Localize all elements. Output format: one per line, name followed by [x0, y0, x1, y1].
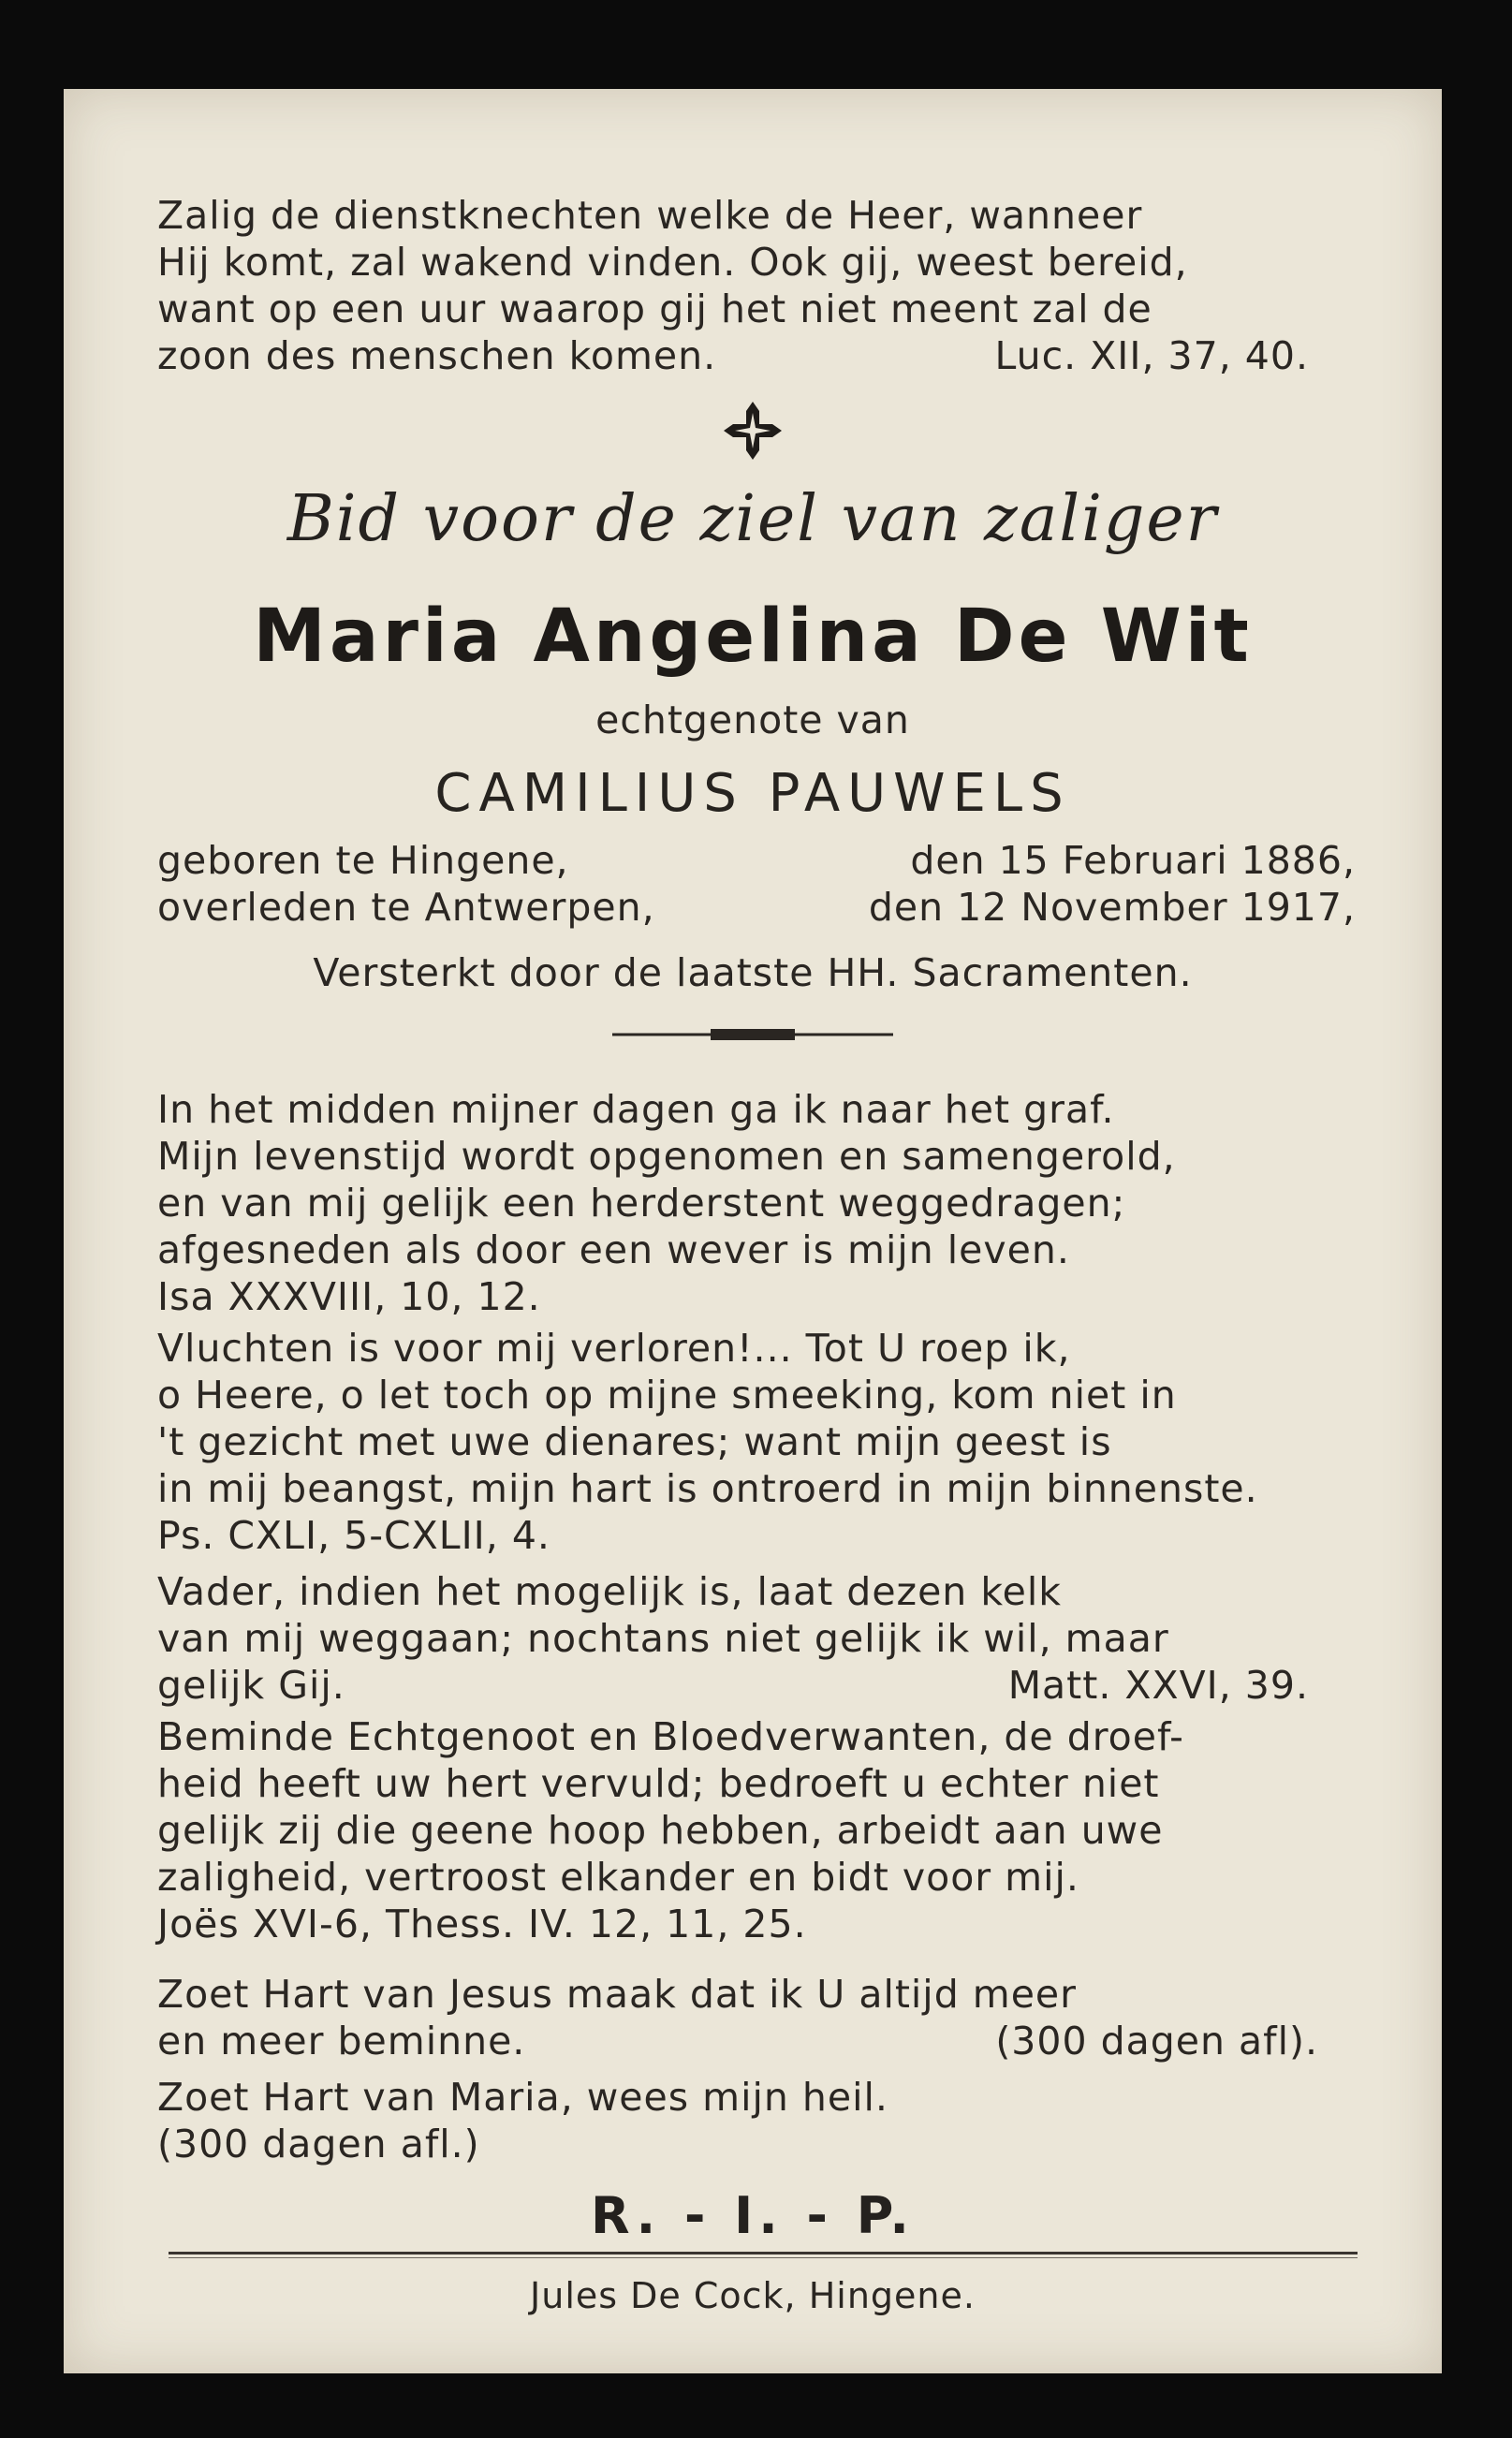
prayer-heading: Bid voor de ziel van zaliger [286, 482, 1219, 556]
verse-last-line [157, 332, 1356, 379]
spouse-name: CAMILIUS PAUWELS [434, 763, 1071, 824]
death-place: overleden te Antwerpen, [157, 885, 655, 930]
verse-line: zoon des menschen komen. [157, 333, 717, 378]
verse-last-line [157, 1662, 1356, 1709]
verse-line: want op een uur waarop gij het niet meent zal de [157, 286, 1152, 331]
memorial-card [64, 89, 1442, 2373]
indulgence-note: (300 dagen afl.) [157, 2122, 480, 2166]
verse-line: 't gezicht met uwe dienares; want mijn geest is [157, 1419, 1112, 1464]
divider-ornament [64, 1025, 1442, 1048]
verse-reference: Matt. XXVI, 39. [1007, 1663, 1309, 1708]
sacraments-line: Versterkt door de laatste HH. Sacramenten. [313, 950, 1193, 995]
opening-verse [157, 192, 1356, 379]
prayer-line-2 [157, 2018, 1356, 2064]
prayer-line: Zoet Hart van Jesus maak dat ik U altijd meer [157, 1972, 1077, 2017]
cross-icon [64, 398, 1442, 467]
verse-line: Hij komt, zal wakend vinden. Ook gij, weest bereid, [157, 240, 1188, 285]
death-row [157, 885, 1356, 932]
verse-psalm [157, 1325, 1356, 1559]
printer-credit: Jules De Cock, Hingene. [530, 2275, 976, 2316]
verse-line: Zalig de dienstknechten welke de Heer, wanneer [157, 193, 1143, 238]
closing-prayers [157, 1971, 1356, 2167]
verse-line: Mijn levenstijd wordt opgenomen en samengerold, [157, 1134, 1176, 1179]
verse-reference: Ps. CXLI, 5-CXLII, 4. [157, 1513, 550, 1558]
birth-place: geboren te Hingene, [157, 838, 569, 883]
verse-reference: Isa XXXVIII, 10, 12. [157, 1274, 541, 1319]
prayer-line: en meer beminne. [157, 2019, 526, 2063]
verse-line: heid heeft uw hert vervuld; bedroeft u echter niet [157, 1761, 1160, 1806]
indulgence-note: (300 dagen afl). [995, 2019, 1318, 2063]
birth-date: den 15 Februari 1886, [910, 838, 1356, 883]
verse-line: In het midden mijner dagen ga ik naar het graf. [157, 1087, 1115, 1132]
verse-isaiah [157, 1086, 1356, 1320]
verse-family [157, 1713, 1356, 1947]
verse-line: en van mij gelijk een herderstent weggedragen; [157, 1181, 1126, 1226]
deceased-name: Maria Angelina De Wit [253, 595, 1253, 679]
verse-line: gelijk Gij. [157, 1663, 345, 1708]
verse-line: in mij beangst, mijn hart is ontroerd in mijn binnenste. [157, 1466, 1258, 1511]
verse-line: afgesneden als door een wever is mijn leven. [157, 1227, 1070, 1272]
spouse-label: echtgenote van [595, 698, 910, 742]
verse-line: Vluchten is voor mij verloren!... Tot U roep ik, [157, 1326, 1071, 1371]
prayer-line: Zoet Hart van Maria, wees mijn heil. [157, 2075, 888, 2120]
death-date: den 12 November 1917, [868, 885, 1356, 930]
verse-line: gelijk zij die geene hoop hebben, arbeidt aan uwe [157, 1808, 1164, 1853]
verse-reference: Luc. XII, 37, 40. [994, 333, 1309, 378]
verse-line: zaligheid, vertroost elkander en bidt voor mij. [157, 1855, 1079, 1900]
verse-line: Beminde Echtgenoot en Bloedverwanten, de droef- [157, 1714, 1184, 1759]
divider-rule [169, 2252, 1358, 2254]
divider-rule-thin [169, 2257, 1358, 2258]
rip-line: R. - I. - P. [591, 2186, 915, 2245]
verse-reference: Joës XVI-6, Thess. IV. 12, 11, 25. [157, 1902, 807, 1946]
verse-matthew [157, 1568, 1356, 1709]
verse-line: o Heere, o let toch op mijne smeeking, kom niet in [157, 1373, 1177, 1417]
birth-row [157, 838, 1356, 885]
verse-line: Vader, indien het mogelijk is, laat dezen kelk [157, 1569, 1062, 1614]
verse-line: van mij weggaan; nochtans niet gelijk ik wil, maar [157, 1616, 1169, 1661]
